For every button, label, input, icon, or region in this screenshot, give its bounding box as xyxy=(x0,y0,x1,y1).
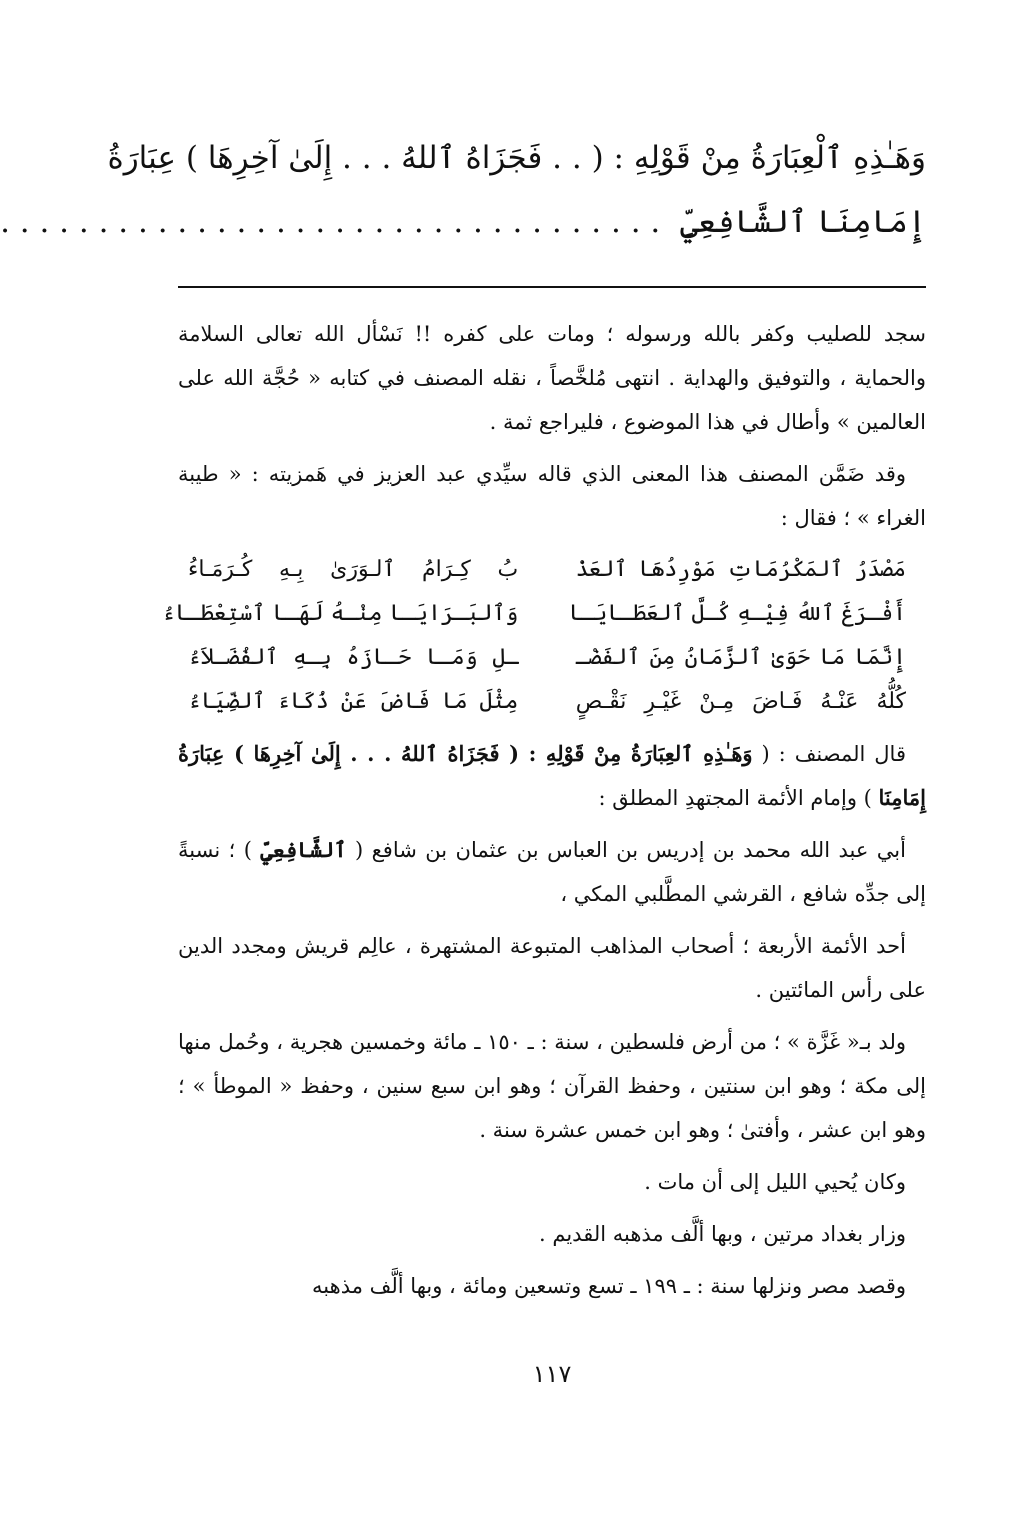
footnote-separator xyxy=(178,286,926,288)
commentary-paragraph-8: وزار بغداد مرتين ، وبها ألَّف مذهبه القديم . xyxy=(539,1222,906,1246)
commentary-paragraph-3 xyxy=(178,732,926,820)
commentary-paragraph-2: وقد ضَمَّن المصنف هذا المعنى الذي قاله سيِّدي عبد العزيز في هَمزيته : « طيبة الغراء » ؛ فقال : xyxy=(178,462,926,530)
commentary-paragraph-4-prefix: أبي عبد الله محمد بن إدريس بن العباس بن عثمان بن شافع ( xyxy=(354,838,906,862)
commentary-paragraph-9: وقصد مصر ونزلها سنة : ـ ١٩٩ ـ تسع وتسعين ومائة ، وبها ألَّف مذهبه xyxy=(312,1274,906,1298)
commentary-paragraph-7: وكان يُحيي الليل إلى أن مات . xyxy=(644,1170,906,1194)
commentary-paragraph-1: سجد للصليب وكفر بالله ورسوله ؛ ومات على كفره !! نَسْأل الله تعالى السلامة والحماية ، والتوفيق والهداية . انتهى مُلخَّصاً ، نقله المصنف في كتابه « حُجَّة الله على العالمين » وأطال في هذا الموضوع ، فليراجع ثمة . xyxy=(178,322,926,434)
main-text-line-1: وَهَـٰذِهِ ٱلْعِبَارَةُ مِنْ قَوْلِهِ : ( . . فَجَزَاهُ ٱللهُ . . . إِلَىٰ آخِرِهَا ) عِبَارَةُ xyxy=(107,140,926,176)
poem-verse-2-first-hemistich: أَفْـرَغَ ٱللهُ فِيْـهِ كُـلَّ ٱلعَطَـايَـا xyxy=(568,601,906,626)
poem-verse-4-second-hemistich: مِثْلَ مَا فَاضَ عَنْ ذُكَاءَ ٱلضِّيَاءُ xyxy=(188,689,519,714)
poem-verse-2-second-hemistich: وَٱلبَـرَايَـا مِنْـهُ لَهَـا ٱسْتِعْطَـاءُ xyxy=(162,601,519,626)
commentary-paragraph-4-name: ٱلشَّافِعِيِّ xyxy=(260,837,347,862)
commentary-paragraph-4 xyxy=(178,828,926,916)
commentary-paragraph-3-prefix: قال المصنف : ( xyxy=(761,742,906,766)
poem-verse-4 xyxy=(178,680,926,724)
commentary-paragraph-3-quote: وَهَـٰذِهِ ٱلعِبَارَةُ مِنْ قَوْلِهِ : ( فَجَزَاهُ ٱللهُ . . . إِلَىٰ آخِرِهَا ) عِبَارَةُ إِمَامِنَا xyxy=(178,741,926,810)
poem-verse-4-first-hemistich: كُلُّهُ عَنْـهُ فَـاضَ مِـنْ غَيْـرِ نَقْـصٍ xyxy=(575,689,906,714)
poem-verse-3-first-hemistich: إِنَّمَا مَا حَوَىٰ ٱلزَّمَانُ مِنَ ٱلفَضْـ xyxy=(575,645,906,670)
poem-verse-3 xyxy=(178,636,926,680)
page-number: ١١٧ xyxy=(532,1360,572,1388)
poem-verse-1-first-hemistich: مَصْدَرُ ٱلمَكْرُمَاتِ مَوْرِدُهَا ٱلعَذْ xyxy=(575,557,906,582)
main-text xyxy=(0,126,926,254)
commentary-paragraph-6: ولد بـ« غَزَّة » ؛ من أرض فلسطين ، سنة : ـ ١٥٠ ـ مائة وخمسين هجرية ، وحُمل منها إلى مكة ؛ وهو ابن سنتين ، وحفظ القرآن ؛ وهو ابن سبع سنين ، وحفظ « الموطأ » ؛ وهو ابن عشر ، وأفتىٰ ؛ وهو ابن خمس عشرة سنة . xyxy=(178,1030,926,1142)
commentary xyxy=(162,312,926,1316)
main-text-line-2-words: إِمَامِنَا ٱلشَّافِعِيِّ xyxy=(680,204,926,240)
poem-verse-1 xyxy=(178,548,926,592)
poem-verse-3-second-hemistich: ـلِ وَمَـا حَـازَهُ بِـهِ ٱلفُضَـلاَءُ xyxy=(188,645,519,670)
poem xyxy=(162,548,926,724)
commentary-paragraph-4-suffix: ) ؛ نسبةً إلى جدِّه شافع ، القرشي المطَّلبي المكي ، xyxy=(178,838,926,906)
poem-verse-1-second-hemistich: بُ كِـرَامُ ٱلـوَرَىٰ بِـهِ كُـرَمَـاءُ xyxy=(188,557,519,582)
main-text-dots: . . . . . . . . . . . . . . . . . . . . . . . . . . . . . . . . . . xyxy=(0,204,661,240)
commentary-paragraph-5: أحد الأئمة الأربعة ؛ أصحاب المذاهب المتبوعة المشتهرة ، عالِم قريش ومجدد الدين على رأس المائتين . xyxy=(178,934,926,1002)
poem-verse-2 xyxy=(162,592,926,636)
commentary-paragraph-3-suffix: ) وإمام الأئمة المجتهدِ المطلق : xyxy=(598,786,872,810)
main-text-line-2 xyxy=(0,190,926,254)
